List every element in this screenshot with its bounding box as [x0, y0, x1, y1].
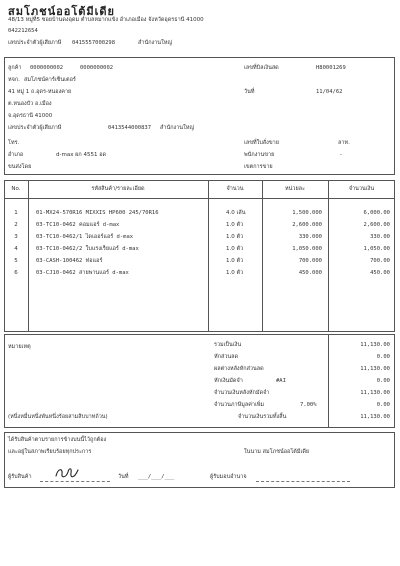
row-item: 03-TC10-0462/1 ไดเออร์แอร์ d-max: [36, 234, 134, 240]
customer-address-1: 41 หมู่ 1 ถ.อุดร-หนองคาย: [8, 89, 72, 95]
company-sign-label: ในนาม สมโภชน์ออโต้มีเดีย: [244, 449, 310, 455]
row-qty: 1.0 ตัว: [226, 234, 244, 240]
row-price: 700.000: [298, 258, 322, 264]
row-price: 1,050.000: [292, 246, 322, 252]
row-amount: 2,600.00: [363, 222, 390, 228]
customer-district-value: d-max ผก 4551 อด: [56, 152, 107, 158]
receive-date-blank: ___/___/___: [138, 474, 175, 480]
receive-date-label: วันที่: [118, 474, 129, 480]
vat-rate: 7.00%: [300, 402, 317, 408]
items-table: [4, 180, 395, 332]
table-col-divider: [28, 180, 29, 332]
doc-date: 11/04/62: [316, 89, 343, 95]
after-discount-value: 11,130.00: [360, 366, 390, 372]
vat-value: 0.00: [376, 402, 390, 408]
shipping-label: ขนส่งโดย: [8, 164, 32, 170]
table-header-divider: [4, 198, 395, 199]
row-qty: 1.0 ตัว: [226, 270, 244, 276]
row-no: 5: [14, 258, 18, 264]
customer-code-2: 0000000002: [80, 65, 114, 71]
after-deposit-value: 11,130.00: [360, 390, 390, 396]
company-name: สมโภชน์ออโต้มีเดีย: [8, 5, 115, 18]
customer-tax-id: 0413544000837: [108, 125, 152, 131]
grand-total-label: จำนวนเงินรวมทั้งสิ้น: [238, 414, 287, 420]
table-header-item: รหัสสินค้า/รายละเอียด: [91, 186, 145, 192]
customer-district-label: อำเภอ: [8, 152, 24, 158]
customer-address-3: จ.อุดรธานี 41000: [8, 113, 53, 119]
deposit-label: หักเงินมัดจำ: [214, 378, 243, 384]
company-branch: สำนักงานใหญ่: [138, 40, 173, 46]
row-qty: 1.0 ตัว: [226, 246, 244, 252]
table-header-price: หน่วยละ: [284, 186, 306, 192]
discount-label: หักส่วนลด: [214, 354, 239, 360]
after-deposit-label: จำนวนเงินหลังหักมัดจำ: [214, 390, 270, 396]
receiver-signature: [54, 464, 80, 482]
receive-note-2: และอยู่ในสภาพเรียบร้อยทุกประการ: [8, 449, 92, 455]
customer-name-prefix: หจก.: [8, 77, 20, 83]
grand-total-value: 11,130.00: [360, 414, 390, 420]
row-amount: 450.00: [370, 270, 390, 276]
row-item: 01-MX24-570R16 MIXXIS HP600 245/70R16: [36, 210, 159, 216]
row-amount: 700.00: [370, 258, 390, 264]
remark-label: หมายเหตุ: [8, 344, 31, 350]
row-no: 1: [14, 210, 18, 216]
row-no: 3: [14, 234, 18, 240]
row-item: 03-CJ10-0462 สายพานแอร์ d-max: [36, 270, 129, 276]
authorized-label: ผู้รับมอบอำนาจ: [210, 474, 247, 480]
customer-code-1: 0000000002: [30, 65, 64, 71]
row-amount: 6,000.00: [363, 210, 390, 216]
after-discount-label: ผลต่างหลังหักส่วนลด: [214, 366, 264, 372]
customer-tax-label: เลขประจำตัวผู้เสียภาษี: [8, 125, 62, 131]
row-qty: 4.0 เส้น: [226, 210, 246, 216]
customer-tax-branch: สำนักงานใหญ่: [160, 125, 195, 131]
delivery-label: เขตการขาย: [244, 164, 273, 170]
company-tax-id: 0415557000298: [72, 40, 116, 46]
subtotal-label: รวมเป็นเงิน: [214, 342, 242, 348]
row-amount: 1,050.00: [363, 246, 390, 252]
customer-phone-label: โทร.: [8, 140, 20, 146]
row-amount: 330.00: [370, 234, 390, 240]
table-header-no: No.: [11, 186, 21, 192]
row-price: 1,500.000: [292, 210, 322, 216]
company-phone: 042212654: [8, 28, 38, 34]
customer-name: สมโภชน์คาร์เซ็นเตอร์: [24, 77, 76, 83]
staff-label: พนักงานขาย: [244, 152, 275, 158]
discount-value: 0.00: [376, 354, 390, 360]
row-item: 03-TC10-0462/2 ใบแรงเร็ยแอร์ d-max: [36, 246, 139, 252]
amount-in-words: (หนึ่งหมื่นหนึ่งพันหนึ่งร้อยสามสิบบาทถ้วน): [8, 414, 108, 420]
row-no: 4: [14, 246, 18, 252]
vat-label: จำนวนภาษีมูลค่าเพิ่ม: [214, 402, 265, 408]
row-price: 330.000: [298, 234, 322, 240]
company-address: 48/13 หมู่ที่5 ซอยบ้านดงอุดม ตำบลหมากแข้ง อำเภอเมือง จังหวัดอุดรธานี 41000: [8, 17, 204, 23]
staff-value: -: [340, 152, 342, 158]
row-no: 2: [14, 222, 18, 228]
row-no: 6: [14, 270, 18, 276]
doc-date-label: วันที่: [244, 89, 255, 95]
customer-code-label: ลูกค้า: [8, 65, 22, 71]
row-item: 03-CASH-100462 ท่อแอร์: [36, 258, 103, 264]
table-col-divider: [208, 180, 209, 332]
table-header-qty: จำนวน: [226, 186, 244, 192]
table-header-amount: จำนวนเงิน: [348, 186, 375, 192]
authorized-signature-line: [256, 481, 350, 482]
order-value: ลาท.: [338, 140, 350, 146]
row-qty: 1.0 ตัว: [226, 222, 244, 228]
table-col-divider: [262, 180, 263, 332]
row-item: 03-TC10-0462 คอมแอร์ d-max: [36, 222, 120, 228]
customer-address-2: ต.หนองบัว อ.เมือง: [8, 101, 52, 107]
company-tax-label: เลขประจำตัวผู้เสียภาษี: [8, 40, 62, 46]
deposit-value: 0.00: [376, 378, 390, 384]
receive-note-1: ได้รับสินค้าตามรายการข้างบนนี้ไว้ถูกต้อง: [8, 437, 107, 443]
row-qty: 1.0 ตัว: [226, 258, 244, 264]
order-label: เลขที่ใบสั่งขาย: [244, 140, 279, 146]
subtotal-value: 11,130.00: [360, 342, 390, 348]
row-price: 2,600.000: [292, 222, 322, 228]
doc-no: H80001269: [316, 65, 346, 71]
row-price: 450.000: [298, 270, 322, 276]
doc-no-label: เลขที่บิลเงินสด: [244, 65, 279, 71]
table-col-divider: [328, 180, 329, 332]
deposit-code: #AI: [276, 378, 286, 384]
receiver-label: ผู้รับสินค้า: [8, 474, 32, 480]
